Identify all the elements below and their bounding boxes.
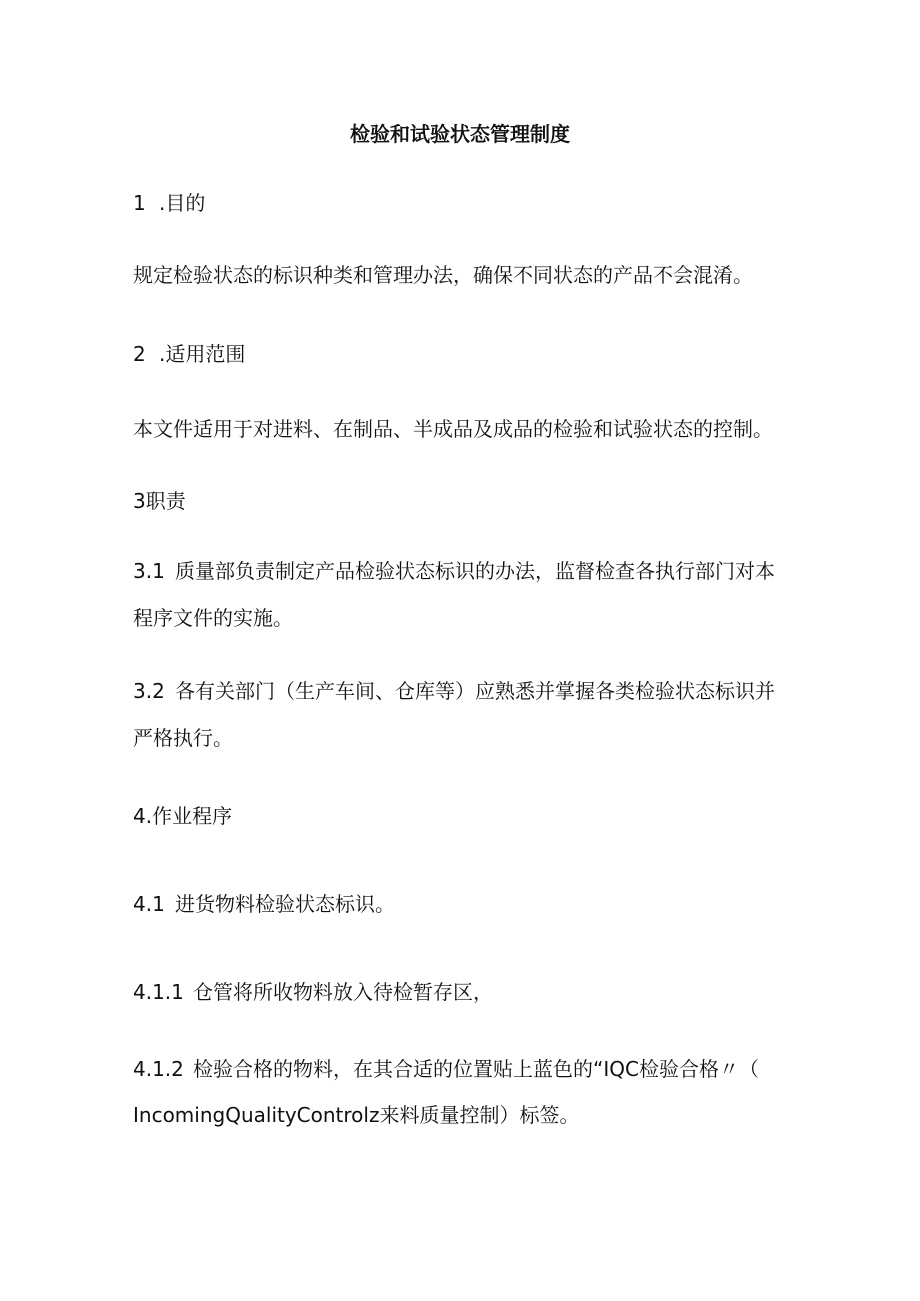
section-4-1-2-line-2: IncomingQualityControlz来料质量控制）标签。 [133,1103,580,1127]
section-4-heading: 4.作业程序 [133,804,233,828]
section-1-body: 规定检验状态的标识种类和管理办法，确保不同状态的产品不会混淆。 [133,263,753,287]
clause-text: 仓管将所收物料放入待检暂存区， [193,980,493,1004]
clause-number: 3.1 [133,559,165,583]
section-3-2-line-2: 严格执行。 [133,726,233,750]
section-2-body: 本文件适用于对进料、在制品、半成品及成品的检验和试验状态的控制。 [133,417,773,441]
clause-number: 4.1.2 [133,1057,184,1081]
section-1-heading [133,189,205,217]
clause-number: 3.2 [133,679,165,703]
clause-text: 各有关部门（生产车间、仓库等）应熟悉并掌握各类检验状态标识并 [175,679,775,703]
section-number: 2 [133,342,146,366]
clause-text: 进货物料检验状态标识。 [175,892,395,916]
section-4-1 [133,890,395,918]
section-4-1-1 [133,978,493,1006]
section-3-1-line-2: 程序文件的实施。 [133,606,293,630]
clause-text: 质量部负责制定产品检验状态标识的办法，监督检查各执行部门对本 [175,559,775,583]
section-heading-text: .适用范围 [159,342,246,366]
page-title: 检验和试验状态管理制度 [350,122,570,146]
section-heading-text: .目的 [159,191,206,215]
section-3-2-line-1 [133,677,775,705]
section-2-heading [133,340,245,368]
clause-text: 检验合格的物料，在其合适的位置贴上蓝色的“IQC检验合格〃（ [193,1057,759,1081]
clause-number: 4.1 [133,892,165,916]
clause-number: 4.1.1 [133,980,184,1004]
section-number: 1 [133,191,146,215]
section-3-1-line-1 [133,557,775,585]
section-3-heading: 3职责 [133,489,186,513]
section-4-1-2-line-1 [133,1055,759,1083]
